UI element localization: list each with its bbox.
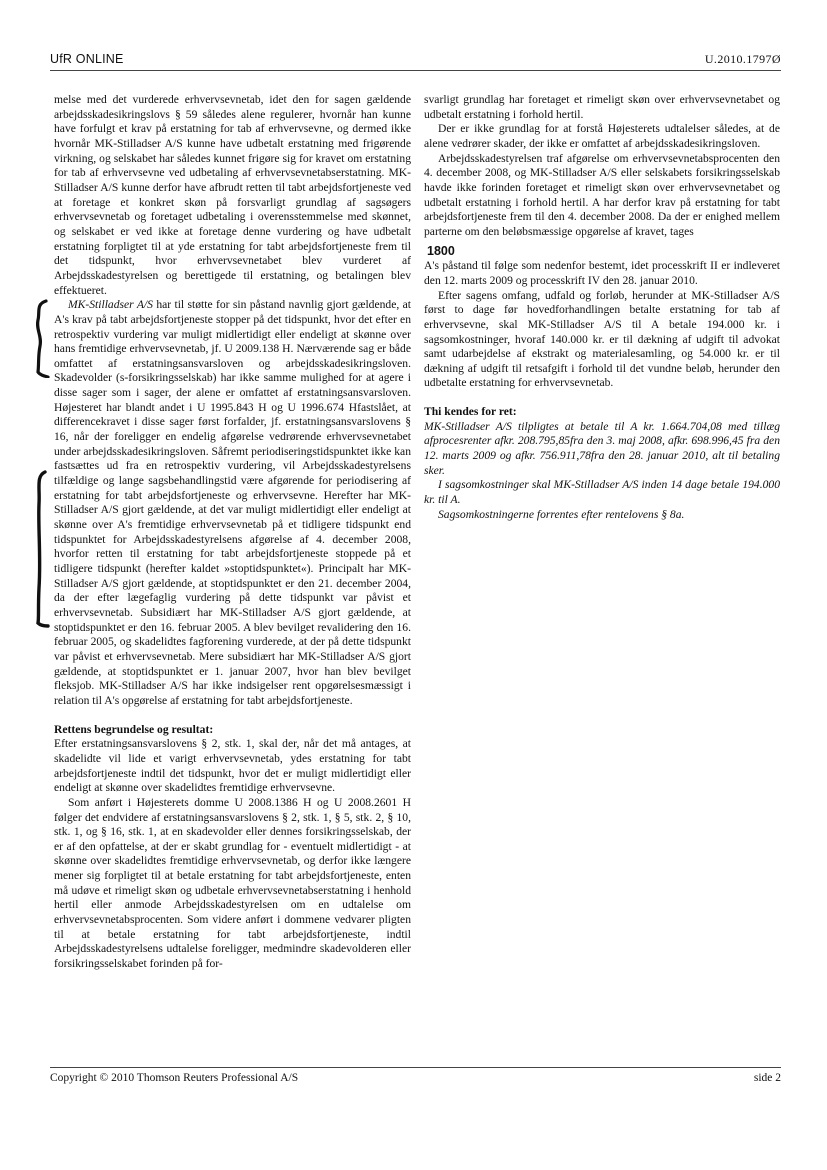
paragraph: [54, 298, 411, 708]
copyright-notice: Copyright © 2010 Thomson Reuters Professional A/S: [50, 1072, 299, 1084]
margin-bracket-mark-2: [30, 468, 50, 628]
paragraph: Efter sagens omfang, udfald og forløb, herunder at MK-Stilladser A/S først to dage før hovedforhandlingen betalte erstatning for tab af erhvervsevne, skal MK-Stilladser A/S til A betale 194.000 kr. i sagsomkostninger, hvoraf 140.000 kr. er til dækning af udgift til advokat samt udarbejdelse af ekstrakt og materialesamling, og 54.000 kr. er til dækning af udgift til retsafgift i forhold til det vundne beløb, herunder den udbetalte erstatning for erhvervsevnetab.: [424, 288, 780, 390]
section-heading: Rettens begrundelse og resultat:: [54, 722, 214, 736]
document-reference: U.2010.1797Ø: [704, 52, 781, 66]
paragraph: Efter erstatningsansvarslovens § 2, stk. 1, skal der, når det må antages, at skadelidte vil lide et varigt erhvervsevnetab, ydes erstatning for tabt arbejdsfortjeneste indtil det tidspunkt, hvor det er muligt midlertidigt eller endeligt at skønne over skadelidtes fremtidige erhvervsevne.: [54, 737, 411, 795]
page-footer: [50, 1072, 781, 1088]
right-column: [424, 93, 780, 522]
source-label: UfR ONLINE: [50, 52, 124, 66]
paragraph: A's påstand til følge som nedenfor bestemt, idet processkrift II er indleveret den 12. marts 2009 og processkrift IV den 28. januar 2010.: [424, 259, 780, 287]
paragraph: Arbejdsskadestyrelsen traf afgørelse om erhvervsevnetabsprocenten den 4. december 2008, og MK-Stilladser A/S eller selskabets forsikringsselskab havde ikke forinden foretaget et rimeligt skøn over erhvervsevnetabet og udbetalt erstatning i forhold hertil. A har derfor krav på erstatning for tabt arbejdsfortjeneste frem til den 4. december 2008. Da der er enighed mellem parterne om den beløbsmæssige opgørelse af kravet, tages: [424, 151, 780, 238]
page-number: side 2: [753, 1072, 781, 1084]
footer-divider: [50, 1067, 781, 1068]
page-section-number: 1800: [427, 243, 455, 258]
verdict-paragraph: Sagsomkostningerne forrentes efter rentelovens § 8a.: [438, 507, 685, 521]
verdict-paragraph: I sagsomkostninger skal MK-Stilladser A/S inden 14 dage betale 194.000 kr. til A.: [424, 478, 780, 507]
paragraph: Der er ikke grundlag for at forstå Højesterets udtalelser således, at de alene vedrører skader, der ikke er omfattet af arbejdsskadesikringsloven.: [424, 122, 780, 150]
left-column: [54, 93, 411, 972]
margin-bracket-mark: [30, 298, 50, 378]
paragraph: melse med det vurderede erhvervsevnetab, idet den for sagen gældende arbejdsskadesikringslovs § 59 således alene regulerer, hvornår han kunne have forfulgt et krav på erstatning for tab af erhvervsevne, og dermed ikke hvornår MK-Stilladser A/S kunne have udbetalt erstatning med frigørende virkning, og selskabet har således kunnet frigøre sig for kravet om erstatning for tab af erhvervsevne ved udbetaling af erhvervsevnetabserstatning. MK-Stilladser A/S kunne derfor have afbrudt retten til tabt arbejdsfortjeneste ved at foretage et konkret skøn på forsvarligt grundlag af sagsøgers erhvervsevnetab og foretaget udbetaling i overensstemmelse med skønnet, og selskabet er ved ikke at foretage denne vurdering og have udbetalt erstatning forpligtet til at yde erstatning for tabt arbejdsfortjeneste frem til det tidspunkt, hvor erhvervsevnetabet blev vurderet af Arbejdsskadestyrelsen og berettigede til erstatning, og betalingen blev effektueret.: [54, 93, 411, 297]
spacer: [424, 391, 780, 405]
party-name: MK-Stilladser A/S: [68, 298, 153, 312]
verdict-heading: Thi kendes for ret:: [424, 405, 517, 419]
paragraph-text: har til støtte for sin påstand navnlig gjort gældende, at A's krav på tabt arbejdsfortjeneste stopper på det tidspunkt, hvor det efter en retrospektiv vurdering var muligt midlertidigt eller endeligt at skønne over hans fremtidige erhvervsevnetab, jf. U 2009.138 H. Nærværende sag er både omfattet af erstatningsansvarsloven og arbejdsskadesikringsloven. Skadevolder (s-forsikringsselskab) har ikke samme mulighed for at agere i disse sager som i sager, der alene er omfattet af erstatningsansvarsloven. Højesteret har blandt andet i U 1995.843 H og U 1996.674 Hfastslået, at differencekravet i disse sager først forfalder, jf. erstatningsansvarslovens § 16, når der foreligger en endelig afgørelse vedrørende erhvervsevnetabet under arbejdsskadesikringsloven. Såfremt periodiseringstidspunktet ikke kan fastsættes ud fra en retrospektiv vurdering, vil Arbejdsskadestyrelsens tilfældige og lange sagsbehandlingstid være afgørende for periodisering af erstatning for tabt arbejdsfortjeneste og erhvervsevne. Herefter har MK-Stilladser A/S gjort gældende, at det var muligt midlertidigt eller endeligt at skønne over A's fremtidige erhvervsevnetab på et tidligere tidspunkt end tidspunktet for Arbejdsskadestyrelsens afgørelse af 4. december 2008, hvorfor retten til erstatning for tabt arbejdsfortjeneste stoppede på et tidligere tidspunkt (herefter kaldet »stoptidspunktet«). Principalt har MK-Stilladser A/S gjort gældende, at stoptidspunktet er den 21. december 2004, da der efter lægefaglig vurdering på dette tidspunkt var påvist et erhvervsevnetab. Subsidiært har MK-Stilladser A/S gjort gældende, at stoptidspunktet er den 16. februar 2005. A blev bevilget revalidering den 16. februar 2005, og skadelidtes fagforening vurderede, at der på dette tidspunkt var påvist et erhvervsevnetab. Mere subsidiært har MK-Stilladser A/S gjort gældende, at stoptidspunktet er 1. januar 2007, hvor han blev bevilget fleksjob. MK-Stilladser A/S har ikke indsigelser rent opgørelsesmæssigt i relation til A's opgørelse af erstatning for tabt arbejdsfortjeneste.: [54, 298, 411, 707]
verdict-paragraph: MK-Stilladser A/S tilpligtes at betale til A kr. 1.664.704,08 med tillæg afprocesrenter afkr. 208.795,85fra den 3. maj 2008, afkr. 698.996,45 fra den 12. marts 2009 og afkr. 756.911,78fra den 28. januar 2010, alt til betaling sker.: [424, 419, 780, 477]
header-divider: [50, 70, 781, 71]
paragraph: Som anført i Højesterets domme U 2008.1386 H og U 2008.2601 H følger det endvidere af erstatningsansvarslovens § 2, stk. 1, § 5, stk. 2, § 10, stk. 1, og § 16, stk. 1, at en skadevolder eller dennes forsikringsselskab, der er af den opfattelse, at der er skabt grundlag for - eventuelt midlertidigt - at skønne over skadelidtes fremtidige erhvervsevnetab, og derfor ikke længere mener sig forpligtet til at betale erstatning for tabt arbejdsfortjeneste, enten må udøve et rimeligt skøn og udbetale erhvervsevnetabserstatning i henhold hertil eller anmode Arbejdsskadestyrelsen om en udtalelse om erhvervsevnetabsprocenten. Som videre anført i dommene vedvarer pligten til at betale erstatning for tabt arbejdsfortjeneste, indtil Arbejdsskadestyrelsens udtalelse foreligger, medmindre skadevolderen eller forsikringsselskabet forinden på for-: [54, 795, 411, 971]
paragraph: svarligt grundlag har foretaget et rimeligt skøn over erhvervsevnetabet og udbetalt erstatning i forhold hertil.: [424, 93, 780, 121]
spacer: [54, 709, 411, 723]
page-header: [50, 52, 781, 70]
